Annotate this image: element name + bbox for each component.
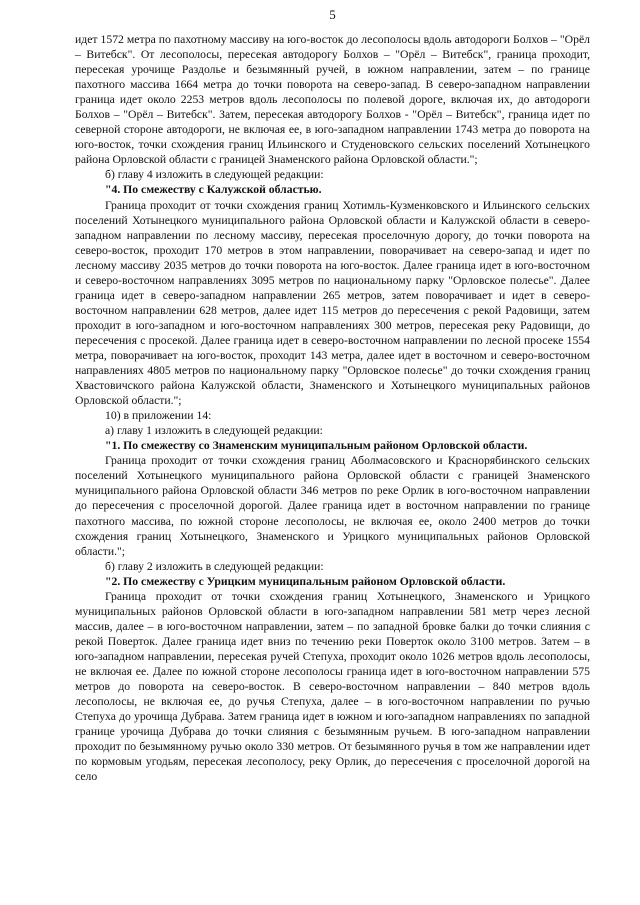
paragraph-instruction-chapter-4: б) главу 4 изложить в следующей редакции: [105, 168, 324, 182]
heading-uritsky-border: "2. По смежеству с Урицким муниципальным районом Орловской области. [105, 574, 506, 588]
paragraph-instruction-chapter-2: б) главу 2 изложить в следующей редакции: [105, 559, 324, 573]
heading-kaluga-border: "4. По смежеству с Калужской областью. [105, 183, 322, 197]
paragraph-uritsky-border: Граница проходит от точки схождения границ Хотынецкого, Знаменского и Урицкого муниципальных районов Орловской области в юго-западном направлении 581 метр через лесной массив, далее – в юго-восточном направлении, затем – по западной бровке балки до точки слияния с рекой Поверток. Далее граница идет вниз по течению реки Поверток около 3100 метров. Затем – в юго-западном направлении, пересекая ручей Степуха, проходит около 1026 метров вдоль лесополосы, не включая ее. Далее по южной стороне лесополосы граница идет в юго-восточном направлении 575 метров до поворота на северо-восток. В северо-восточном направлении – 840 метров вдоль лесополосы, не включая ее, до ручья Степуха, далее – в юго-восточном направлении по ручью Степуха до урочища Дубрава. Затем граница идет в южном и юго-западном направлениях по западной границе урочища Дубрава до точки слияния с безымянным ручьем. В юго-западном направлении проходит по безымянному ручью около 330 метров. От безымянного ручья в том же направлении идет по кормовым угодьям, пересекая лесополосу, реку Орлик, до пересечения с проселочной дорогой на село [75, 589, 590, 784]
paragraph-appendix-14: 10) в приложении 14: [105, 409, 212, 423]
heading-znamensky-border: "1. По смежеству со Знаменским муниципальным районом Орловской области. [105, 439, 528, 453]
paragraph-border-continuation: идет 1572 метра по пахотному массиву на юго-восток до лесополосы вдоль автодороги Болхов – "Орёл – Витебск". От лесополосы, пересекая автодорогу Болхов – "Орёл – Витебск", граница проходит, пересекая урочище Раздолье и безымянный ручей, в южном направлении, затем – по границе пахотного массива 1664 метра до точки поворота на северо-запад. В северо-западном направлении граница идет около 2253 метров вдоль лесополосы по полевой дороге, включая их, до автодороги Болхов – "Орёл – Витебск". Затем, пересекая автодорогу Болхов - "Орёл – Витебск", граница идет по северной стороне автодороги, не включая ее, в юго-западном направлении 1743 метра до поворота на юго-восток, точки схождения границ Ильинского и Студеновского сельских поселений Хотынецкого района Орловской области с границей Знаменского района Орловской области."; [75, 33, 590, 167]
paragraph-znamensky-border: Граница проходит от точки схождения границ Аболмасовского и Краснорябинского сельских поселений Хотынецкого муниципального района Орловской области с границей Знаменского муниципального района Орловской области 346 метров по реке Орлик в юго-восточном направлении до пересечения с проселочной дорогой. Далее граница идет в восточном направлении по границе пахотного массива, по южной стороне лесополосы, не включая ее, около 2400 метров до точки схождения границ Хотынецкого, Знаменского и Урицкого муниципальных районов Орловской области."; [75, 454, 590, 558]
paragraph-instruction-chapter-1: а) главу 1 изложить в следующей редакции: [105, 424, 323, 438]
page-number: 5 [329, 7, 336, 22]
paragraph-kaluga-border: Граница проходит от точки схождения границ Хотимль-Кузменковского и Ильинского сельских поселений Хотынецкого муниципального района Орловской области и Калужской области в северо-западном направлении по лесному массиву, пересекая проселочную дорогу, до точки поворота на северо-восток, проходит 170 метров в этом направлении, поворачивает на северо-запад и идет по лесному массиву 2035 метров до точки поворота на юго-восток. Далее граница идет в юго-восточном и северо-восточном направлениях 3095 метров по национальному парку "Орловское полесье". Далее граница идет в северо-западном направлении 265 метров, затем поворачивает и идет в северо-восточном направлении 628 метров, далее идет 115 метров до пересечения с рекой Радовищи, затем проходит в юго-западном и юго-восточном направлениях 300 метров, пересекая реку Радовищи, до пересечения с просекой. Далее граница идет в северо-восточном направлении по лесной просеке 1554 метра, поворачивает на юго-восток, проходит 143 метра, далее идет в восточном и северо-восточном направлениях 4805 метров по национальному парку "Орловское полесье" до точки схождения границ Хвастовичского района Калужской области, Знаменского и Хотынецкого муниципальных районов Орловской области."; [75, 198, 590, 408]
